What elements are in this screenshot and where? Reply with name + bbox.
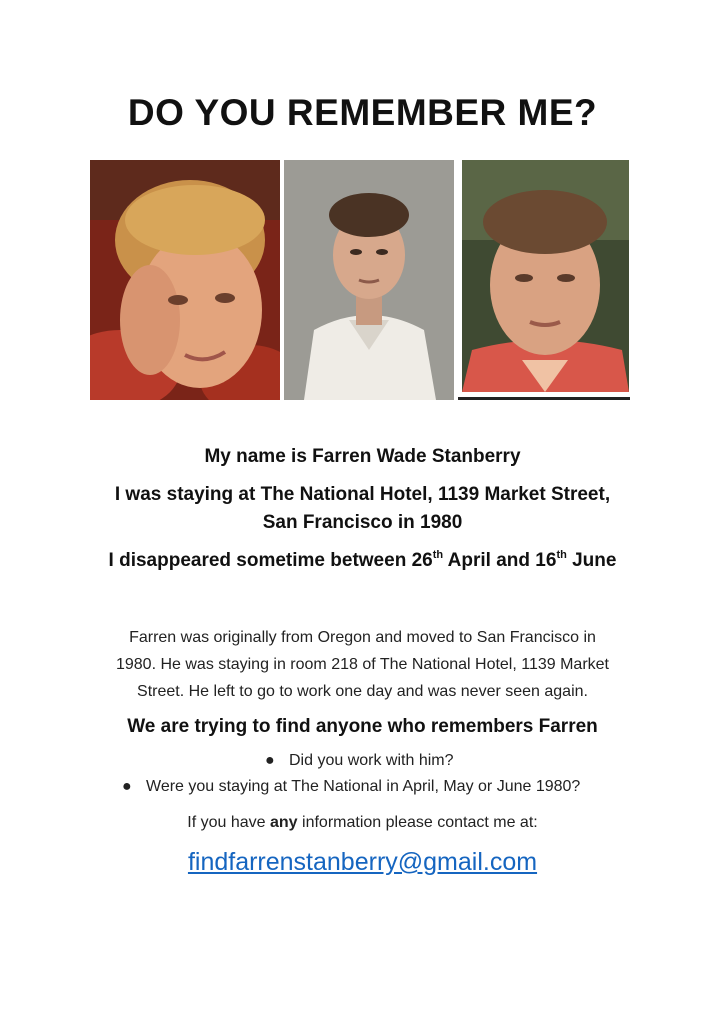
description-line-3: Street. He left to go to work one day and was never seen again. (137, 683, 588, 700)
disappeared-suffix: June (566, 550, 617, 571)
photo-underline (458, 397, 630, 400)
stay-line-1: I was staying at The National Hotel, 1139 Market Street, (114, 484, 611, 505)
name-line: My name is Farren Wade Stanberry (204, 446, 521, 467)
contact-line (0, 814, 725, 832)
question-text: Did you work with him? (289, 752, 454, 769)
appeal-heading: We are trying to find anyone who remembers Farren (127, 716, 598, 737)
disappeared-prefix: I disappeared sometime between 26 (108, 550, 433, 571)
photo-2 (284, 160, 454, 400)
description-paragraph (80, 624, 645, 705)
stay-line-2: San Francisco in 1980 (262, 512, 463, 533)
description-line-1: Farren was originally from Oregon and moved to San Francisco in (129, 629, 596, 646)
disappeared-middle: April and 16 (443, 550, 557, 571)
ordinal-suffix-1: th (432, 548, 444, 561)
photo-1 (90, 160, 280, 400)
poster-title: DO YOU REMEMBER ME? (127, 92, 598, 133)
description-line-2: 1980. He was staying in room 218 of The National Hotel, 1139 Market (115, 656, 609, 673)
contact-suffix: information please contact me at: (297, 814, 538, 831)
bullet-icon: ● (265, 752, 275, 769)
ordinal-suffix-2: th (556, 548, 567, 561)
contact-prefix: If you have (187, 814, 270, 831)
question-item (122, 778, 580, 796)
contact-emphasis: any (270, 814, 298, 831)
bullet-icon: ● (122, 778, 132, 795)
photo-3 (462, 160, 629, 392)
question-text: Were you staying at The National in April, May or June 1980? (146, 778, 581, 795)
disappeared-line (0, 550, 725, 572)
question-item (265, 752, 454, 770)
contact-email-link[interactable]: findfarrenstanberry@gmail.com (187, 848, 538, 876)
